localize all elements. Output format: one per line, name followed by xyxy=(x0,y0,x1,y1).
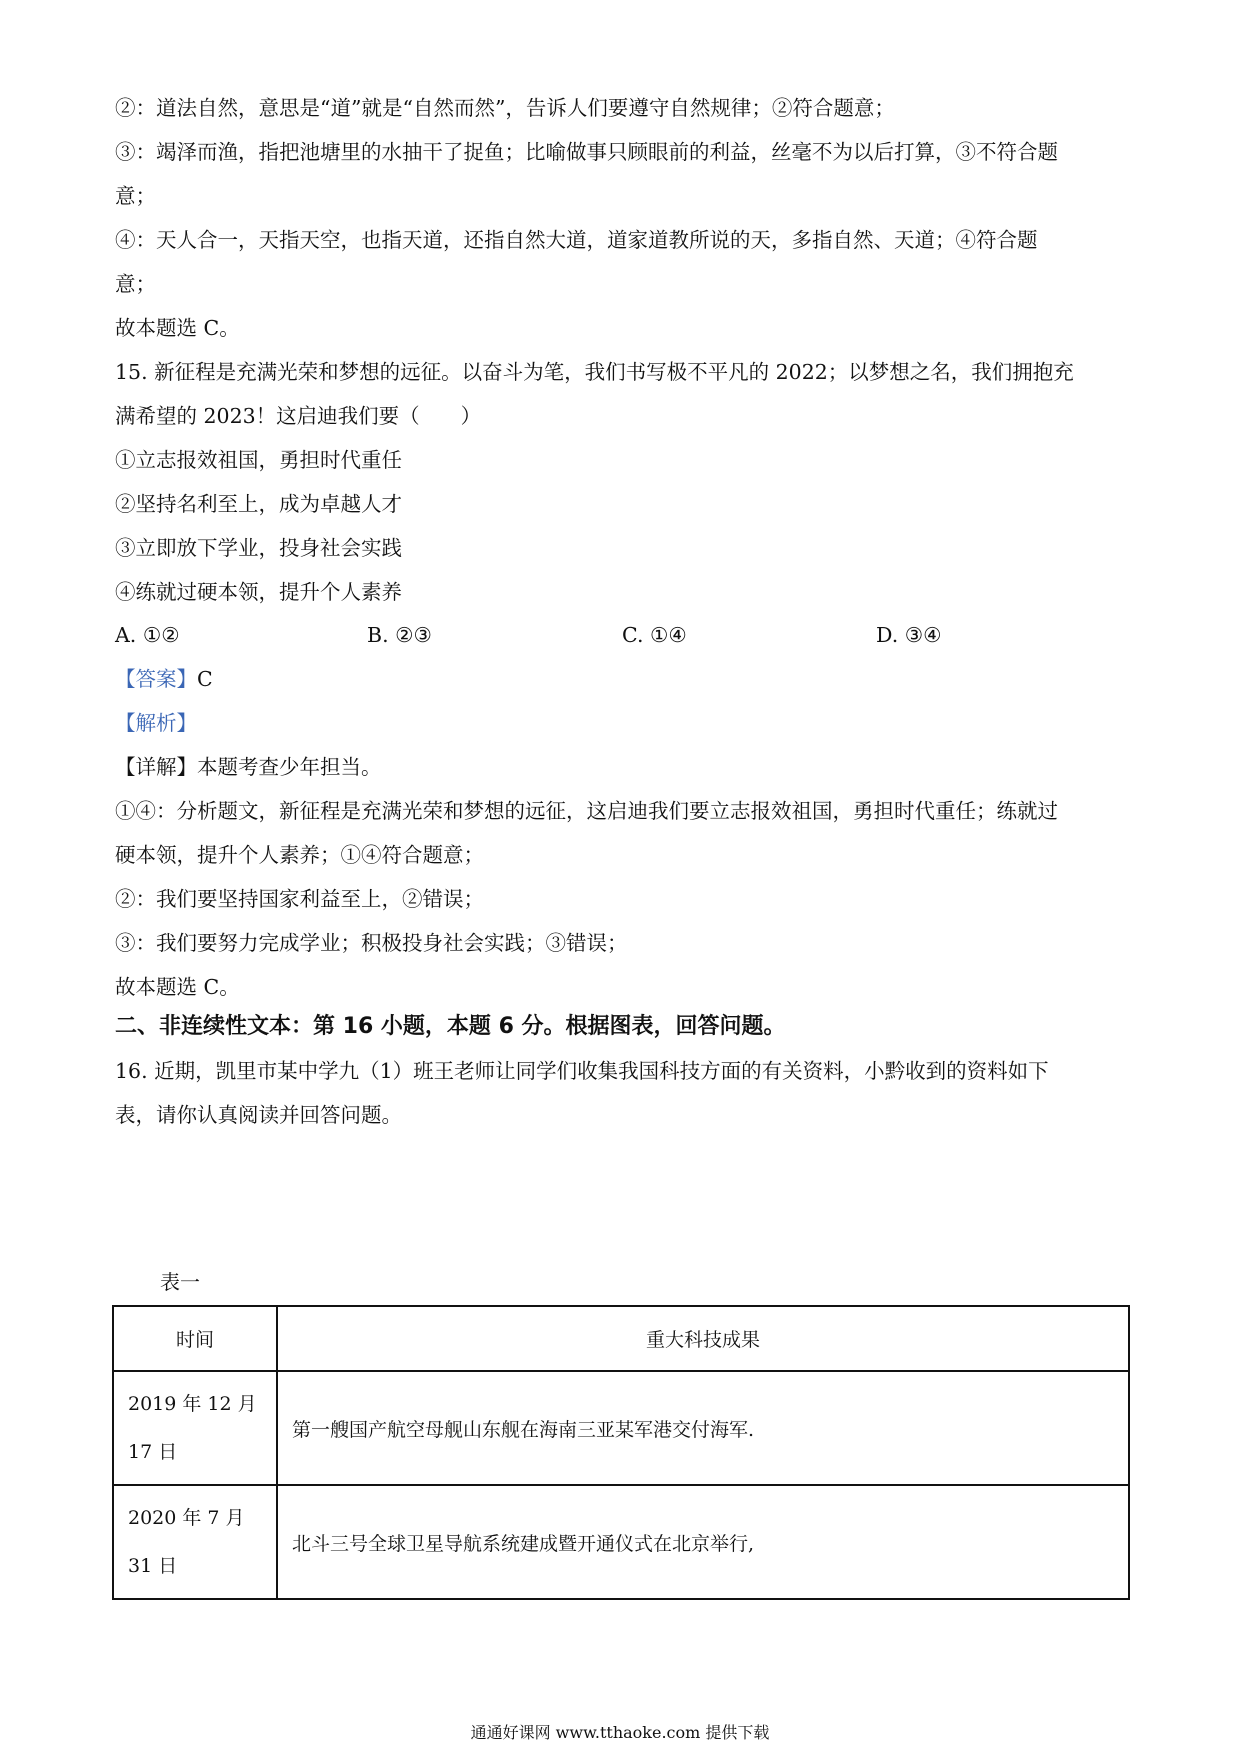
question-item: ①立志报效祖国，勇担时代重任 xyxy=(115,448,402,472)
text-line: ②：道法自然，意思是“道”就是“自然而然”，告诉人们要遵守自然规律；②符合题意； xyxy=(115,96,895,120)
page-footer: 通通好课网 www.tthaoke.com 提供下载 xyxy=(470,1723,770,1742)
analysis-tag: 【解析】 xyxy=(115,711,197,735)
result-cell: 北斗三号全球卫星导航系统建成暨开通仪式在北京举行, xyxy=(277,1485,1129,1599)
date-line: 2019 年 12 月 xyxy=(128,1393,257,1415)
date-line: 2020 年 7 月 xyxy=(128,1507,245,1529)
date-line: 17 日 xyxy=(128,1441,178,1463)
question-item: ②坚持名利至上，成为卓越人才 xyxy=(115,492,402,516)
question-16-stem: 16. 近期，凯里市某中学九（1）班王老师让同学们收集我国科技方面的有关资料，小黔收到的资料如下 xyxy=(115,1059,1049,1083)
date-line: 31 日 xyxy=(128,1555,178,1577)
table-header-row xyxy=(113,1306,1129,1371)
option-a: A. ①② xyxy=(115,623,180,647)
question-item: ③立即放下学业，投身社会实践 xyxy=(115,536,402,560)
date-cell xyxy=(113,1485,277,1599)
table-caption: 表一 xyxy=(160,1270,200,1294)
text-line: ③：竭泽而渔，指把池塘里的水抽干了捉鱼；比喻做事只顾眼前的利益，丝毫不为以后打算，③不符合题 xyxy=(115,140,1058,164)
table-row xyxy=(113,1371,1129,1485)
question-15-stem: 15. 新征程是充满光荣和梦想的远征。以奋斗为笔，我们书写极不平凡的 2022；以梦想之名，我们拥抱充 xyxy=(115,360,1074,384)
header-result: 重大科技成果 xyxy=(277,1306,1129,1371)
question-item: ④练就过硬本领，提升个人素养 xyxy=(115,580,402,604)
date-cell xyxy=(113,1371,277,1485)
option-c: C. ①④ xyxy=(622,623,687,647)
text-line: ④：天人合一，天指天空，也指天道，还指自然大道，道家道教所说的天，多指自然、天道；④符合题 xyxy=(115,228,1038,252)
text-line: 意； xyxy=(115,272,156,296)
explanation-line: ③：我们要努力完成学业；积极投身社会实践；③错误； xyxy=(115,931,628,955)
achievements-table xyxy=(112,1305,1130,1600)
explanation-line: 硬本领，提升个人素养；①④符合题意； xyxy=(115,843,484,867)
text-line: 意； xyxy=(115,184,156,208)
answer-tag: 【答案】 xyxy=(115,667,197,691)
explanation-line: ①④：分析题文，新征程是充满光荣和梦想的远征，这启迪我们要立志报效祖国，勇担时代重任；练就过 xyxy=(115,799,1058,823)
header-time: 时间 xyxy=(113,1306,277,1371)
question-16-stem: 表，请你认真阅读并回答问题。 xyxy=(115,1103,402,1127)
text-line: 故本题选 C。 xyxy=(115,316,240,340)
detail-line: 【详解】本题考查少年担当。 xyxy=(115,755,382,779)
option-b: B. ②③ xyxy=(367,623,432,647)
table-row xyxy=(113,1485,1129,1599)
explanation-line: 故本题选 C。 xyxy=(115,975,240,999)
answer-line xyxy=(115,664,1125,694)
result-cell: 第一艘国产航空母舰山东舰在海南三亚某军港交付海军. xyxy=(277,1371,1129,1485)
explanation-line: ②：我们要坚持国家利益至上，②错误； xyxy=(115,887,484,911)
question-15-stem: 满希望的 2023！这启迪我们要（ ） xyxy=(115,404,482,428)
option-d: D. ③④ xyxy=(876,623,942,647)
answer-value: C xyxy=(197,667,213,691)
section-heading: 二、非连续性文本：第 16 小题，本题 6 分。根据图表，回答问题。 xyxy=(115,1014,786,1039)
